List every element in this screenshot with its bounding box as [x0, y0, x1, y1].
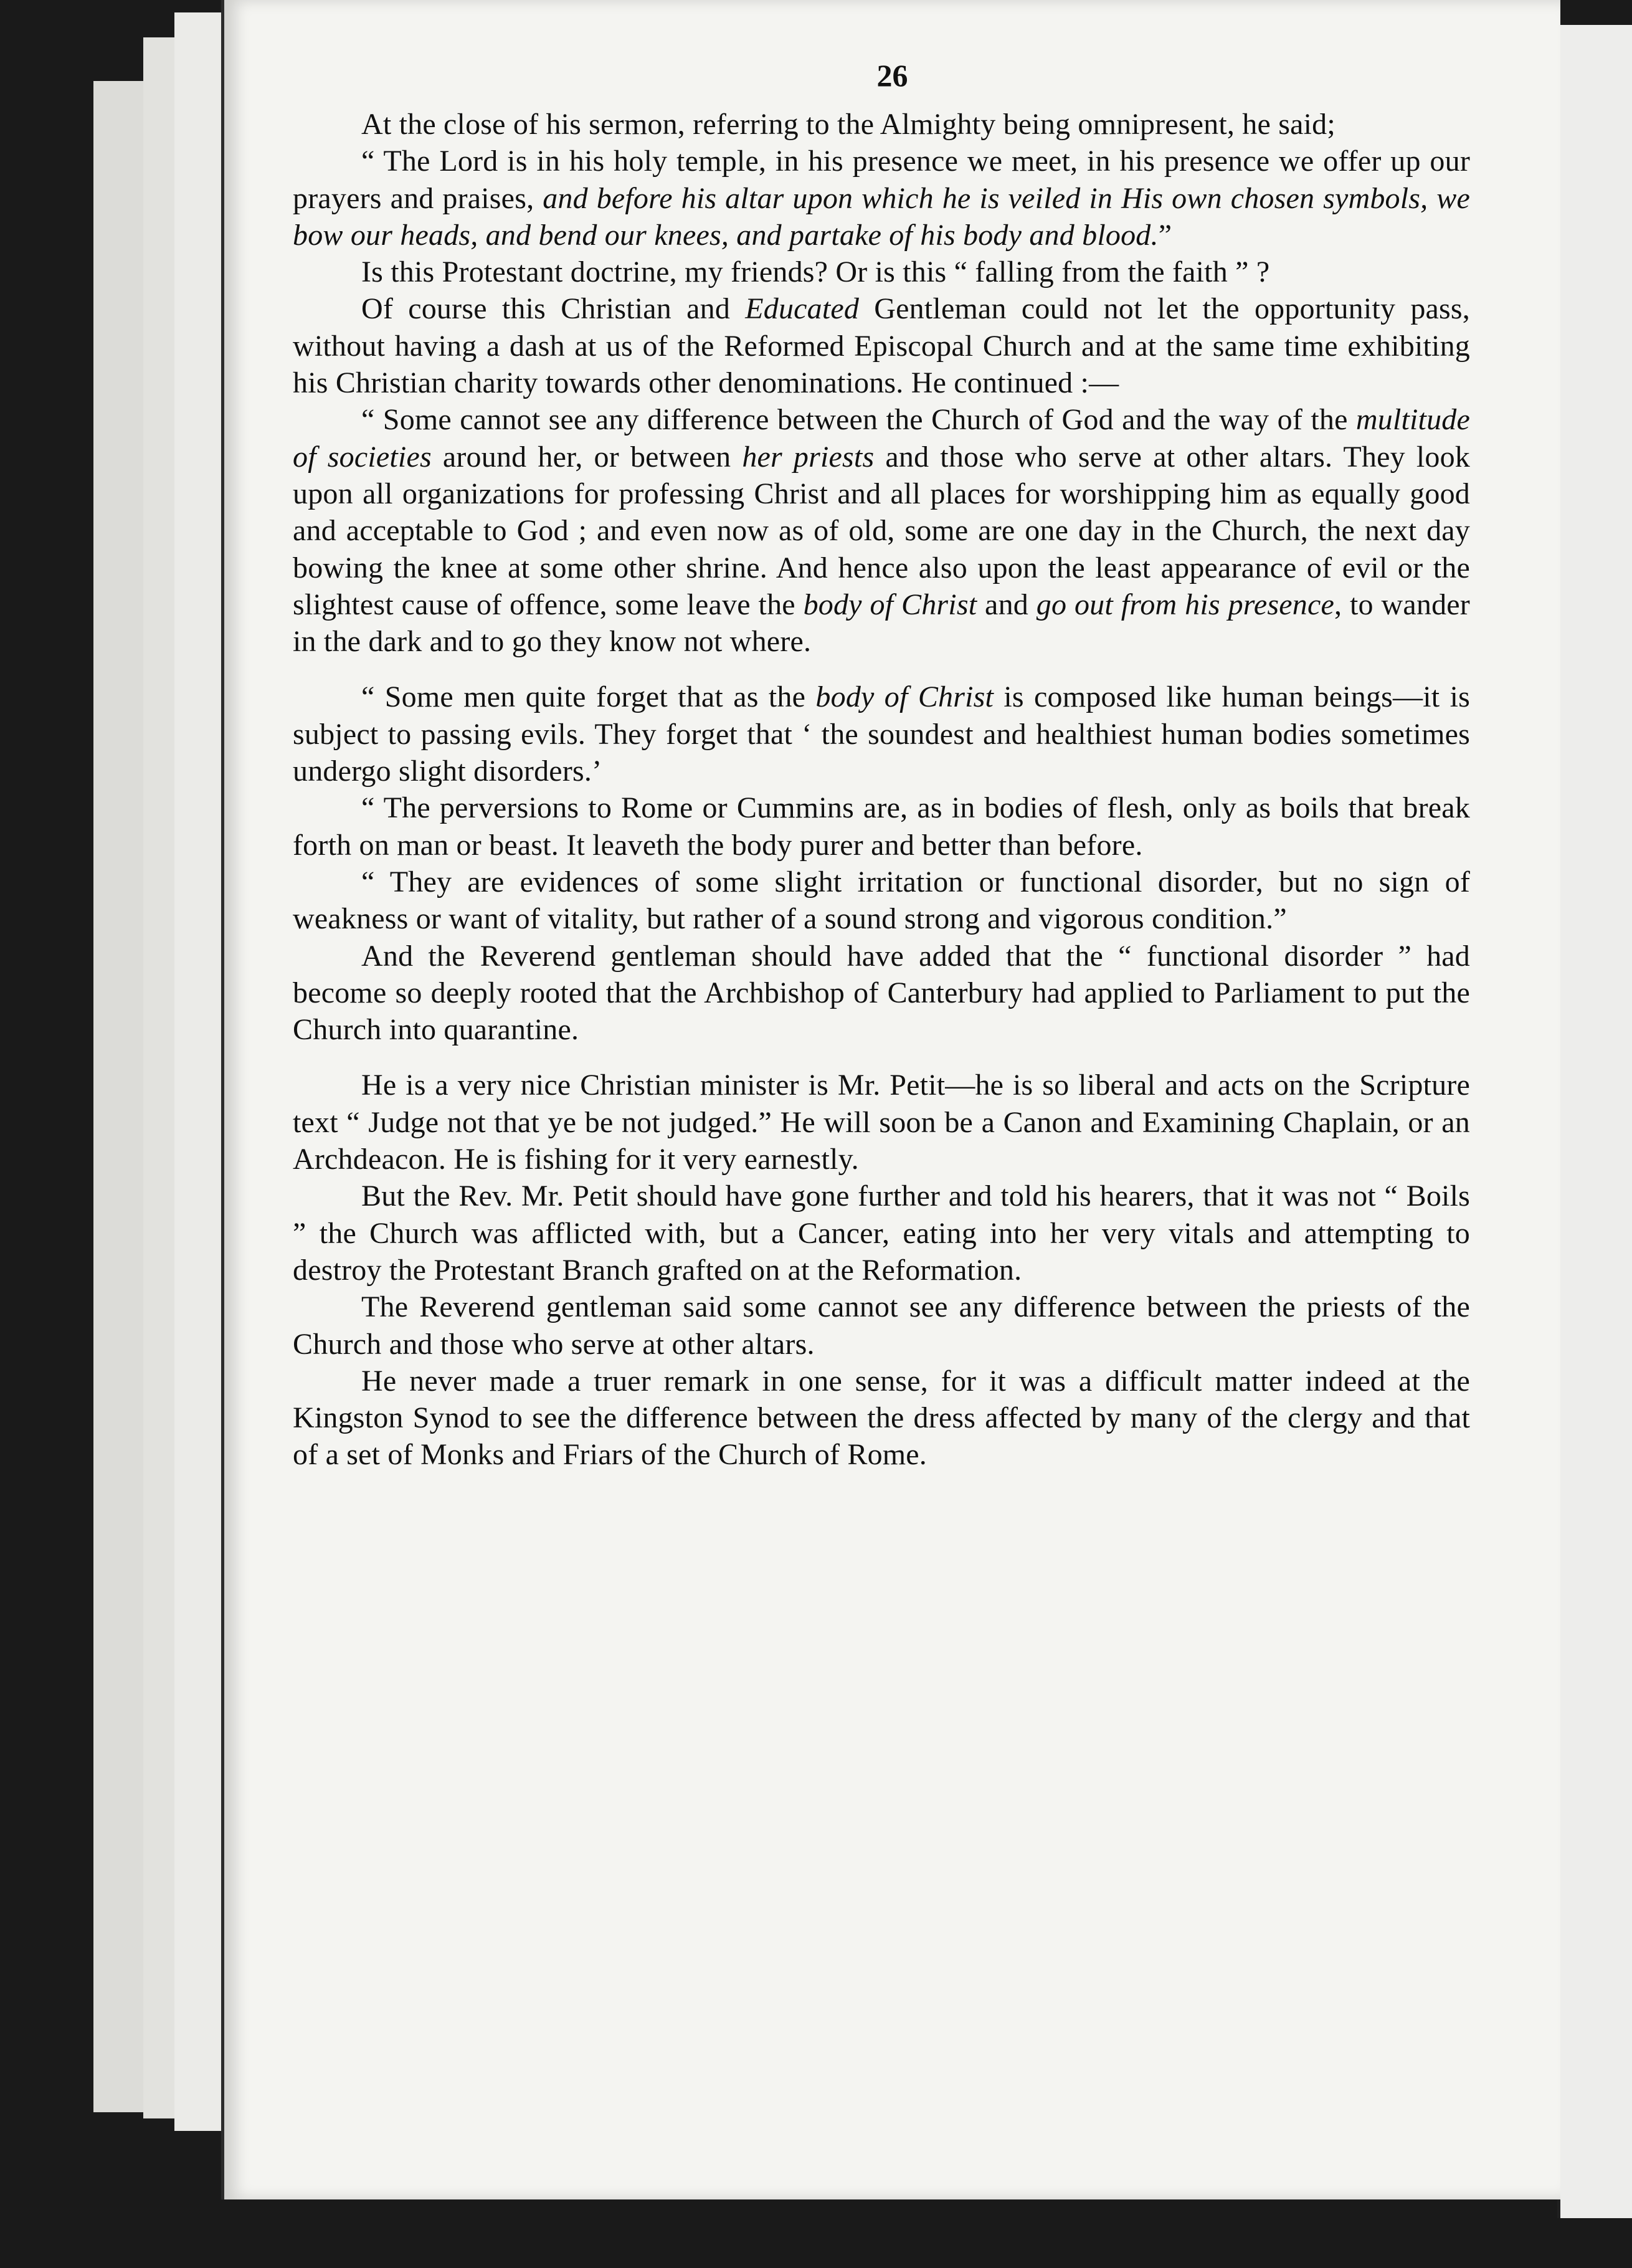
text-run: Is this Protestant doctrine, my friends? Or is this “ falling from the faith ” ? — [361, 255, 1270, 289]
text-run: He never made a truer remark in one sense, for it was a difficult matter indeed at the Kingston Synod to see the difference between the dress affected by many of the clergy and that of a set of Monks and Friars of the Church of Rome. — [293, 1364, 1470, 1472]
paragraph — [293, 938, 1470, 1049]
text-run: But the Rev. Mr. Petit should have gone further and told his hearers, that it was not “ Boils ” the Church was afflicted with, but a Cancer, eating into her very vitals and attempting to destroy the Protestant Branch grafted on at the Reformation. — [293, 1179, 1470, 1287]
italic-run: and before his altar upon which he is veiled in His own chosen symbols, we bow our heads, and bend our knees, and partake of his body and blood. — [293, 181, 1470, 252]
text-run: around her, or between — [431, 440, 742, 474]
text-run: Gentleman could not let the opportunity pass, without having a dash at us of the Reformed Episcopal Church and at the same time exhibiting his Christian charity towards other denominations. He continued :— — [293, 292, 1470, 400]
paragraph — [293, 106, 1470, 143]
paragraph — [293, 789, 1470, 864]
text-run: “ The Lord is in his holy temple, in his presence we meet, in his presence we offer up our prayers and praises, — [293, 145, 1470, 215]
page-number: 26 — [876, 58, 908, 93]
text-run: is composed like human beings—it is subject to passing evils. They forget that ‘ the soundest and healthiest human bodies sometimes undergo slight disorders.’ — [293, 680, 1470, 788]
text-run: “ The perversions to Rome or Cummins are, as in bodies of flesh, only as boils that break forth on man or beast. It leaveth the body purer and better than before. — [293, 791, 1470, 862]
page-edge — [174, 12, 226, 2131]
italic-run: her priests — [742, 440, 875, 474]
paragraph — [293, 290, 1470, 401]
text-run: “ Some men quite forget that as the — [361, 680, 816, 714]
paragraph — [293, 1363, 1470, 1474]
italic-run: body of Christ — [803, 588, 977, 621]
paragraph — [293, 864, 1470, 938]
paragraph — [293, 254, 1470, 290]
text-run: and those who serve at other altars. They look upon all organizations for professing Christ and all places for worshipping him as equally good and acceptable to God ; and even now as of old, some are one day in the Church, the next day bowing the knee at some other shrine. And hence also upon the least appearance of evil or the slightest cause of offence, some leave the — [293, 440, 1470, 621]
italic-run: multitude of societies — [293, 403, 1470, 474]
text-run: , to wander in the dark and to go they know not where. — [293, 588, 1470, 659]
text-run: At the close of his sermon, referring to the Almighty being omnipresent, he said; — [361, 108, 1335, 141]
text-run: The Reverend gentleman said some cannot see any difference between the priests of the Church and those who serve at other altars. — [293, 1290, 1470, 1361]
paragraph — [293, 679, 1470, 789]
text-run: and — [977, 588, 1037, 621]
facing-page-edge — [1557, 25, 1632, 2218]
italic-run: body of Christ — [815, 680, 994, 714]
italic-run: go out from his presence — [1036, 588, 1334, 621]
italic-run: Educated — [745, 292, 860, 326]
text-run: “ Some cannot see any difference between the Church of God and the way of the — [361, 403, 1356, 437]
paragraph — [293, 1178, 1470, 1289]
paragraph — [293, 1289, 1470, 1363]
paragraph — [293, 1067, 1470, 1178]
paragraph — [293, 401, 1470, 660]
text-run: “ They are evidences of some slight irritation or functional disorder, but no sign of weakness or want of vitality, but rather of a sound strong and vigorous condition.” — [293, 865, 1470, 936]
text-run: Of course this Christian and — [361, 292, 746, 326]
text-run: He is a very nice Christian minister is Mr. Petit—he is so liberal and acts on the Scripture text “ Judge not that ye be not judged.” He will soon be a Canon and Examining Chaplain, or an Archdeacon. He is fishing for it very earnestly. — [293, 1069, 1470, 1176]
paragraph — [293, 143, 1470, 254]
text-run: And the Reverend gentleman should have added that the “ functional disorder ” had become so deeply rooted that the Archbishop of Canterbury had applied to Parliament to put the Church into quarantine. — [293, 939, 1470, 1047]
page-body-text — [293, 106, 1470, 1474]
book-page — [221, 0, 1560, 2199]
text-run: ” — [1158, 218, 1172, 252]
